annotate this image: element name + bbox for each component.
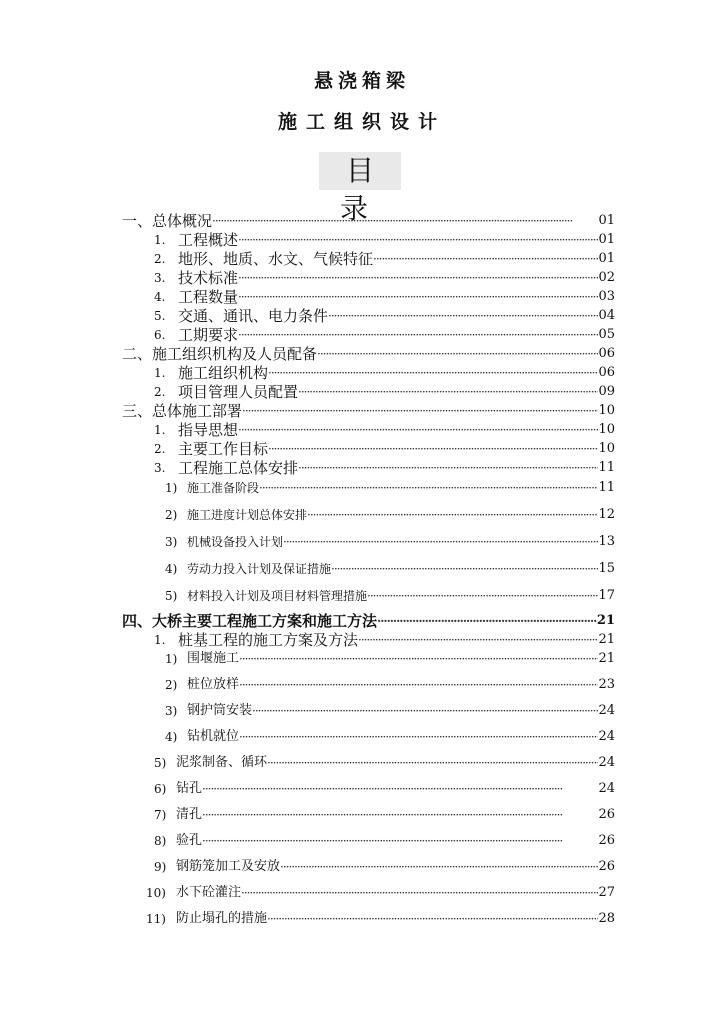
toc-entry-page: 15 bbox=[598, 561, 615, 576]
toc-leader bbox=[238, 421, 598, 439]
toc-entry-number: 9) bbox=[154, 860, 167, 874]
toc-entry-label: 桩基工程的施工方案及方法 bbox=[178, 631, 359, 649]
toc-leader bbox=[242, 402, 598, 420]
toc-entry-number: 7) bbox=[154, 808, 167, 822]
toc-entry[interactable] bbox=[154, 364, 615, 382]
toc-entry[interactable] bbox=[154, 858, 615, 876]
toc-entry[interactable] bbox=[165, 479, 615, 497]
toc-entry-number: 6. bbox=[154, 328, 166, 342]
toc-entry[interactable] bbox=[154, 269, 615, 287]
toc-entry-number: 1. bbox=[154, 423, 166, 437]
toc-entry-page: 06 bbox=[598, 365, 615, 380]
toc-entry-page: 02 bbox=[598, 270, 615, 285]
toc-entry-number: 3. bbox=[154, 461, 166, 475]
toc-entry-label: 指导思想 bbox=[178, 421, 239, 439]
toc-entry-label: 工程施工总体安排 bbox=[178, 459, 299, 477]
toc-entry[interactable] bbox=[154, 459, 615, 477]
toc-leader bbox=[268, 364, 598, 382]
toc-entry-page: 24 bbox=[598, 729, 615, 744]
toc-entry-number: 1) bbox=[165, 481, 178, 495]
toc-entry-number: 三、 bbox=[122, 402, 153, 420]
toc-entry[interactable] bbox=[154, 631, 615, 649]
toc-entry[interactable] bbox=[165, 702, 615, 720]
toc-entry-number: 2) bbox=[165, 508, 178, 522]
toc-entry-page: 13 bbox=[598, 534, 615, 549]
toc-entry-page: 21 bbox=[598, 651, 615, 666]
toc-entry-number: 3) bbox=[165, 535, 178, 549]
toc-entry-label: 工程数量 bbox=[178, 288, 239, 306]
toc-entry[interactable] bbox=[154, 250, 615, 268]
toc-entry-label: 技术标准 bbox=[178, 269, 239, 287]
toc-entry-label: 总体施工部署 bbox=[152, 402, 243, 420]
toc-entry-label: 材料投入计划及项目材料管理措施 bbox=[187, 589, 368, 603]
toc-entry-page: 09 bbox=[598, 384, 615, 399]
toc-entry-page: 24 bbox=[598, 755, 615, 770]
toc-leader bbox=[259, 479, 598, 497]
toc-entry-page: 01 bbox=[598, 232, 615, 247]
toc-entry[interactable] bbox=[146, 884, 615, 902]
toc-entry-label: 施工进度计划总体安排 bbox=[187, 508, 308, 522]
toc-entry[interactable] bbox=[165, 676, 615, 694]
toc-leader bbox=[298, 459, 598, 477]
toc-entry-page: 24 bbox=[598, 703, 615, 718]
toc-entry-label: 地形、地质、水文、气候特征 bbox=[178, 250, 374, 268]
toc-entry[interactable] bbox=[154, 326, 615, 344]
toc-entry-number: 2. bbox=[154, 385, 166, 399]
toc-entry-label: 围堰施工 bbox=[187, 651, 240, 666]
toc-entry[interactable] bbox=[165, 650, 615, 668]
toc-entry[interactable] bbox=[122, 345, 615, 363]
toc-entry[interactable] bbox=[165, 533, 615, 551]
toc-entry[interactable] bbox=[146, 910, 615, 928]
toc-entry-page: 01 bbox=[598, 251, 615, 266]
toc-entry[interactable] bbox=[154, 754, 615, 772]
toc-entry-label: 施工准备阶段 bbox=[187, 481, 260, 495]
toc-entry-page: 03 bbox=[598, 289, 615, 304]
toc-entry-number: 1. bbox=[154, 633, 166, 647]
toc-entry[interactable] bbox=[154, 421, 615, 439]
toc-leader bbox=[268, 440, 598, 458]
toc-entry-number: 2) bbox=[165, 678, 178, 692]
toc-leader bbox=[238, 269, 598, 287]
toc-entry-page: 26 bbox=[598, 859, 615, 874]
toc-entry-label: 总体概况 bbox=[152, 212, 213, 230]
toc-leader bbox=[212, 212, 598, 230]
toc-leader bbox=[367, 587, 598, 605]
toc-entry-number: 10) bbox=[146, 886, 166, 900]
toc-entry-number: 1. bbox=[154, 233, 166, 247]
toc-entry[interactable] bbox=[154, 383, 615, 401]
toc-entry[interactable] bbox=[154, 806, 615, 824]
toc-entry[interactable] bbox=[122, 612, 615, 630]
toc-entry-page: 06 bbox=[598, 346, 615, 361]
toc-entry-number: 5) bbox=[165, 589, 178, 603]
toc-entry-label: 大桥主要工程施工方案和施工方法 bbox=[152, 612, 378, 630]
toc-entry-label: 防止塌孔的措施 bbox=[176, 911, 268, 926]
toc-leader bbox=[267, 754, 598, 772]
toc-entry-label: 劳动力投入计划及保证措施 bbox=[187, 562, 332, 576]
toc-entry[interactable] bbox=[154, 440, 615, 458]
toc-entry-label: 钻机就位 bbox=[187, 729, 240, 744]
toc-entry-number: 四、 bbox=[122, 612, 153, 630]
toc-entry-number: 4) bbox=[165, 562, 178, 576]
toc-entry-page: 21 bbox=[598, 632, 615, 647]
toc-entry-number: 二、 bbox=[122, 345, 153, 363]
toc-entry-label: 施工组织机构及人员配备 bbox=[152, 345, 318, 363]
toc-entry-page: 04 bbox=[598, 308, 615, 323]
toc-entry[interactable] bbox=[154, 231, 615, 249]
toc-leader bbox=[202, 780, 598, 798]
toc-entry-page: 11 bbox=[598, 480, 615, 495]
toc-entry-label: 钢护筒安装 bbox=[187, 703, 253, 718]
toc-entry-page: 26 bbox=[598, 833, 615, 848]
toc-entry-number: 1) bbox=[165, 652, 178, 666]
toc-entry-label: 验孔 bbox=[176, 833, 203, 848]
toc-leader bbox=[238, 326, 598, 344]
toc-entry-label: 清孔 bbox=[176, 807, 203, 822]
toc-entry[interactable] bbox=[165, 587, 615, 605]
toc-entry-label: 施工组织机构 bbox=[178, 364, 269, 382]
toc-entry-page: 01 bbox=[598, 213, 615, 228]
toc-entry[interactable] bbox=[122, 402, 615, 420]
document-subtitle: 施工组织设计 bbox=[277, 111, 446, 133]
toc-entry-page: 11 bbox=[598, 460, 615, 475]
toc-leader bbox=[238, 288, 598, 306]
toc-entry-number: 2. bbox=[154, 442, 166, 456]
toc-entry-page: 27 bbox=[598, 885, 615, 900]
toc-entry-page: 21 bbox=[596, 613, 615, 628]
toc-leader bbox=[202, 806, 598, 824]
toc-leader bbox=[377, 612, 597, 630]
toc-entry-number: 5) bbox=[154, 756, 167, 770]
toc-entry-page: 10 bbox=[598, 422, 615, 437]
toc-leader bbox=[202, 832, 598, 850]
toc-leader bbox=[239, 676, 598, 694]
toc-entry-number: 3) bbox=[165, 704, 178, 718]
toc-entry[interactable] bbox=[154, 288, 615, 306]
toc-entry-label: 钢筋笼加工及安放 bbox=[176, 859, 281, 874]
toc-leader bbox=[280, 858, 598, 876]
toc-entry-label: 泥浆制备、循环 bbox=[176, 755, 268, 770]
toc-entry-page: 10 bbox=[598, 403, 615, 418]
toc-entry-page: 10 bbox=[598, 441, 615, 456]
toc-entry[interactable] bbox=[154, 307, 615, 325]
toc-entry-label: 交通、通讯、电力条件 bbox=[178, 307, 329, 325]
toc-leader bbox=[331, 560, 598, 578]
toc-entry-label: 工期要求 bbox=[178, 326, 239, 344]
toc-entry-page: 05 bbox=[598, 327, 615, 342]
toc-leader bbox=[317, 345, 598, 363]
toc-entry[interactable] bbox=[165, 506, 615, 524]
toc-entry-number: 1. bbox=[154, 366, 166, 380]
toc-entry-label: 桩位放样 bbox=[187, 677, 240, 692]
toc-entry-page: 23 bbox=[598, 677, 615, 692]
toc-entry-page: 12 bbox=[598, 507, 615, 522]
toc-entry-number: 6) bbox=[154, 782, 167, 796]
toc-entry-number: 2. bbox=[154, 252, 166, 266]
toc-leader bbox=[283, 533, 598, 551]
toc-entry-label: 水下砼灌注 bbox=[176, 885, 242, 900]
toc-entry[interactable] bbox=[154, 780, 615, 798]
toc-entry-page: 28 bbox=[598, 911, 615, 926]
toc-leader bbox=[239, 650, 598, 668]
toc-entry[interactable] bbox=[165, 728, 615, 746]
toc-leader bbox=[307, 506, 598, 524]
toc-entry-page: 26 bbox=[598, 807, 615, 822]
toc-entry-page: 24 bbox=[598, 781, 615, 796]
toc-entry-number: 4. bbox=[154, 290, 166, 304]
toc-heading: 目录 bbox=[319, 152, 401, 190]
toc-entry-label: 主要工作目标 bbox=[178, 440, 269, 458]
toc-leader bbox=[328, 307, 598, 325]
toc-leader bbox=[373, 250, 598, 268]
toc-entry-number: 3. bbox=[154, 271, 166, 285]
toc-entry-number: 4) bbox=[165, 730, 178, 744]
toc-entry-number: 11) bbox=[146, 912, 166, 926]
toc-entry-label: 工程概述 bbox=[178, 231, 239, 249]
toc-entry-label: 钻孔 bbox=[176, 781, 203, 796]
toc-entry[interactable] bbox=[122, 212, 615, 230]
toc-entry[interactable] bbox=[165, 560, 615, 578]
toc-leader bbox=[298, 383, 598, 401]
toc-entry-number: 一、 bbox=[122, 212, 153, 230]
document-title: 悬浇箱梁 bbox=[313, 70, 410, 92]
toc-leader bbox=[241, 884, 598, 902]
toc-leader bbox=[358, 631, 598, 649]
toc-entry-number: 5. bbox=[154, 309, 166, 323]
toc-leader bbox=[267, 910, 598, 928]
toc-leader bbox=[238, 231, 598, 249]
toc-entry-page: 17 bbox=[598, 588, 615, 603]
toc-leader bbox=[239, 728, 598, 746]
toc-entry-number: 8) bbox=[154, 834, 167, 848]
toc-entry-label: 项目管理人员配置 bbox=[178, 383, 299, 401]
toc-entry-label: 机械设备投入计划 bbox=[187, 535, 284, 549]
toc-leader bbox=[252, 702, 598, 720]
toc-entry[interactable] bbox=[154, 832, 615, 850]
